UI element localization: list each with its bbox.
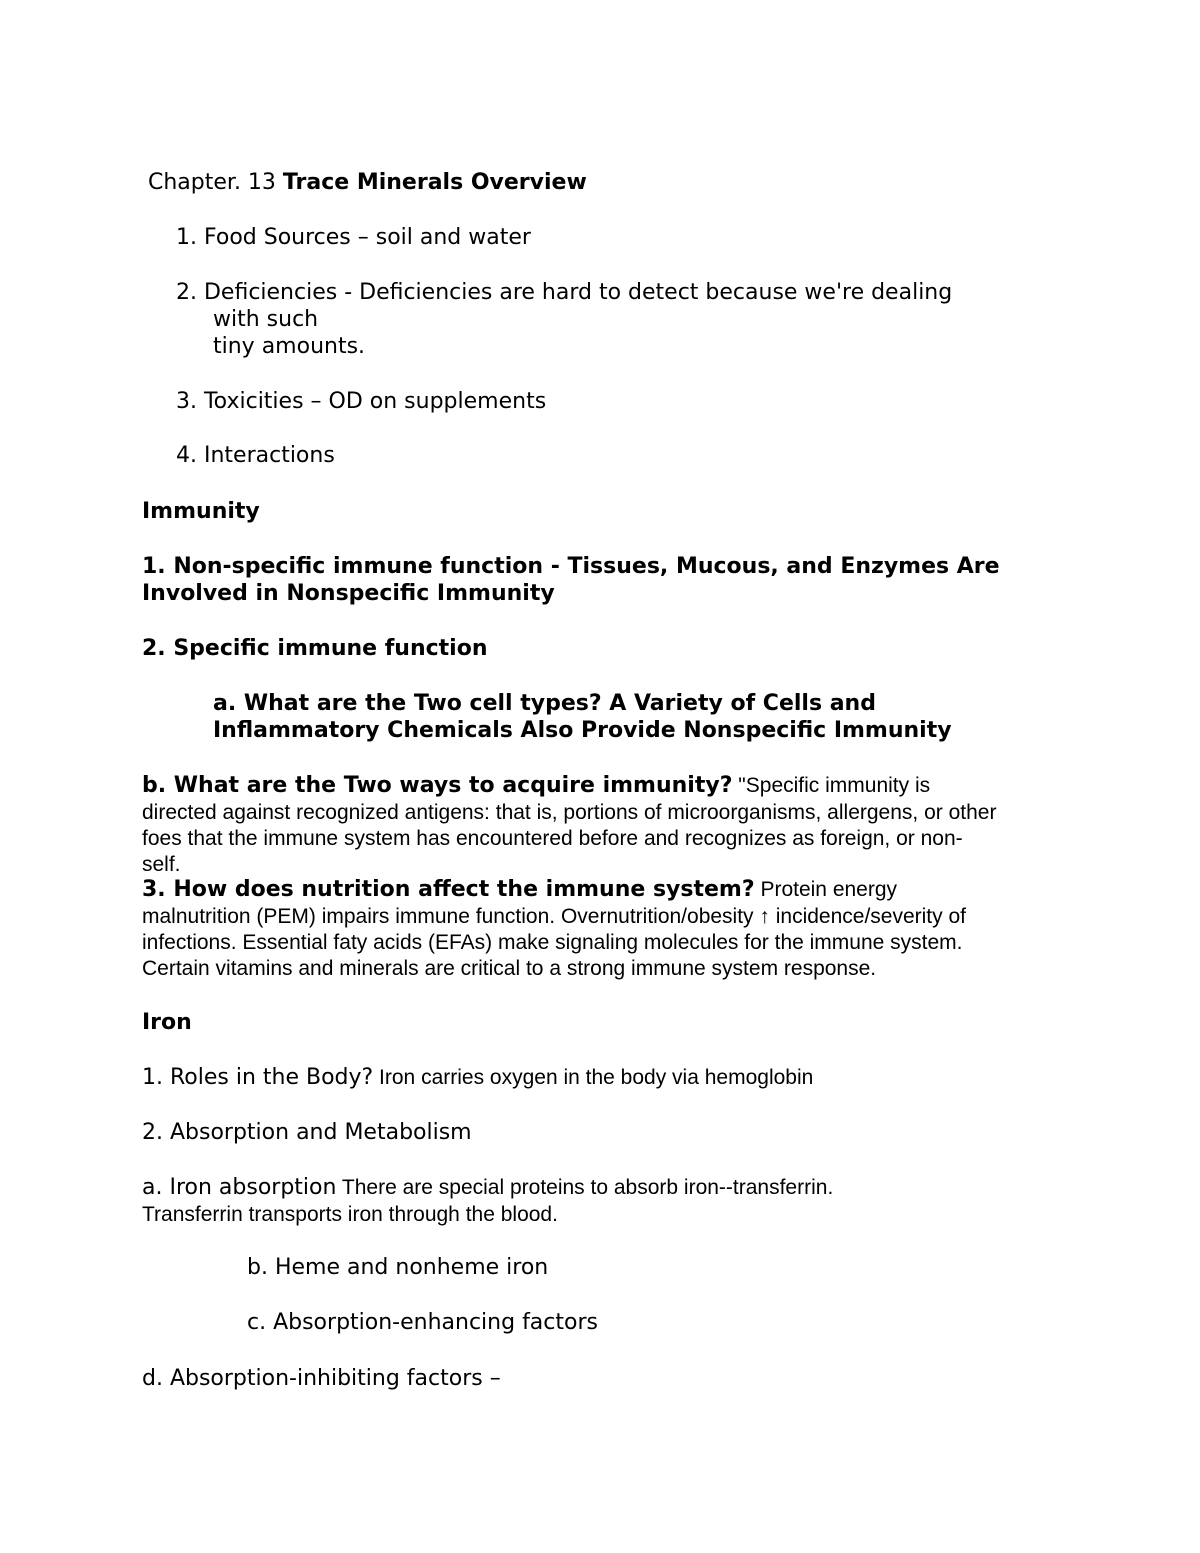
iron-roles-text: Iron carries oxygen in the body via hemoglobin	[373, 1066, 814, 1089]
immunity-item2a-line1: a. What are the Two cell types? A Variety of Cells and	[213, 691, 876, 716]
immunity-item1-line2: Involved in Nonspecific Immunity	[142, 581, 555, 606]
iron-heading: Iron	[142, 1010, 192, 1035]
chapter-heading	[148, 169, 587, 197]
iron-item-d: d. Absorption-inhibiting factors –	[142, 1366, 501, 1391]
iron-roles	[142, 1064, 813, 1092]
immunity-item3-text: Protein energy	[754, 878, 898, 901]
iron-item-b: b. Heme and nonheme iron	[247, 1255, 549, 1280]
immunity-item3-line3: infections. Essential faty acids (EFAs) make signaling molecules for the immune system.	[142, 931, 963, 954]
iron-absorption-a-label: a. Iron absorption	[142, 1175, 337, 1200]
overview-item-deficiencies-cont1: with such	[213, 307, 319, 332]
overview-item-deficiencies: 2. Deficiencies - Deficiencies are hard to detect because we're dealing	[176, 280, 953, 305]
immunity-item2b-line1	[142, 772, 930, 800]
immunity-item3-line2: malnutrition (PEM) impairs immune function. Overnutrition/obesity ↑ incidence/severity of	[142, 905, 966, 928]
iron-roles-label: 1. Roles in the Body?	[142, 1065, 374, 1090]
overview-item-interactions: 4. Interactions	[176, 443, 335, 468]
iron-absorption-a-line1	[142, 1174, 833, 1202]
immunity-item2b-label: b. What are the Two ways to acquire immunity?	[142, 773, 733, 798]
iron-absorption-heading: 2. Absorption and Metabolism	[142, 1120, 472, 1145]
immunity-item2b-line2: directed against recognized antigens: that is, portions of microorganisms, allergens, or other	[142, 801, 997, 824]
overview-item-deficiencies-cont2: tiny amounts.	[213, 334, 366, 359]
immunity-item2b-line4: self.	[142, 853, 181, 876]
immunity-heading: Immunity	[142, 499, 260, 524]
immunity-item2a-line2: Inflammatory Chemicals Also Provide Nonspecific Immunity	[213, 718, 952, 743]
overview-item-food-sources: 1. Food Sources – soil and water	[176, 225, 531, 250]
immunity-item2: 2. Specific immune function	[142, 636, 488, 661]
immunity-item3-label: 3. How does nutrition affect the immune system?	[142, 877, 755, 902]
immunity-item2b-line3: foes that the immune system has encountered before and recognizes as foreign, or non-	[142, 827, 963, 850]
chapter-title: Trace Minerals Overview	[282, 170, 587, 195]
iron-item-c: c. Absorption-enhancing factors	[247, 1310, 598, 1335]
iron-absorption-a-line2: Transferrin transports iron through the blood.	[142, 1203, 558, 1226]
immunity-item1-line1: 1. Non-specific immune function - Tissues, Mucous, and Enzymes Are	[142, 554, 1000, 579]
overview-item-toxicities: 3. Toxicities – OD on supplements	[176, 389, 547, 414]
iron-absorption-a-text: There are special proteins to absorb iron--transferrin.	[336, 1176, 834, 1199]
immunity-item3-line1	[142, 876, 897, 904]
immunity-item2b-text: "Specific immunity is	[732, 774, 931, 797]
chapter-prefix: Chapter. 13	[148, 170, 283, 195]
immunity-item3-line4: Certain vitamins and minerals are critical to a strong immune system response.	[142, 957, 877, 980]
